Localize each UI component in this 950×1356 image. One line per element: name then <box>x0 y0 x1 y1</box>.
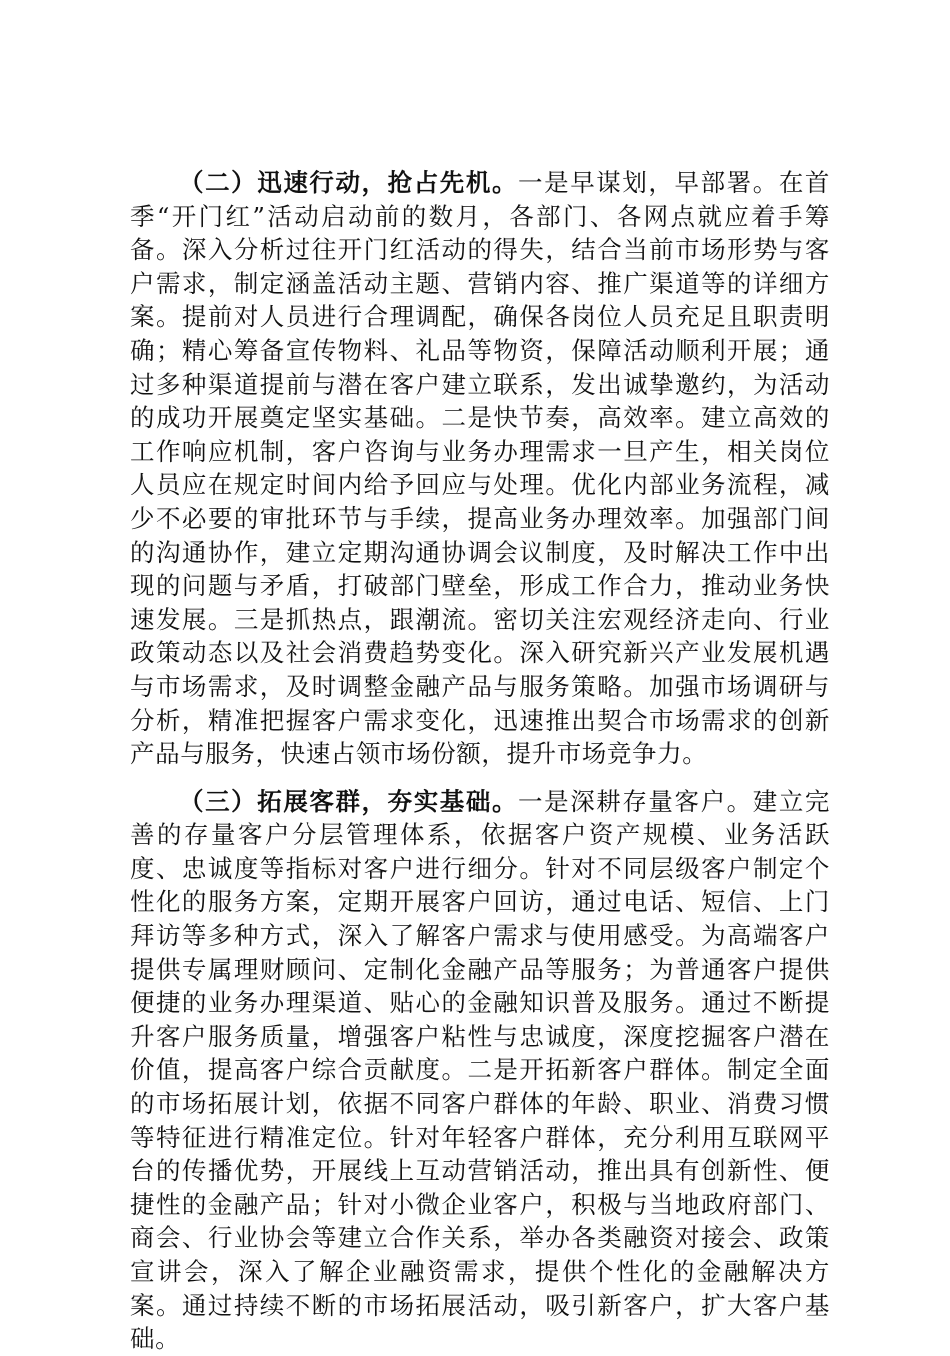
section-three-paragraph <box>130 785 830 1356</box>
document-body <box>130 166 830 1356</box>
section-two-body: 一是早谋划，早部署。在首季“开门红”活动启动前的数月，各部门、各网点就应着手筹备。深入分析过往开门红活动的得失，结合当前市场形势与客户需求，制定涵盖活动主题、营销内容、推广渠道等的详细方案。提前对人员进行合理调配，确保各岗位人员充足且职责明确；精心筹备宣传物料、礼品等物资，保障活动顺利开展；通过多种渠道提前与潜在客户建立联系，发出诚挚邀约，为活动的成功开展奠定坚实基础。二是快节奏，高效率。建立高效的工作响应机制，客户咨询与业务办理需求一旦产生，相关岗位人员应在规定时间内给予回应与处理。优化内部业务流程，减少不必要的审批环节与手续，提高业务办理效率。加强部门间的沟通协作，建立定期沟通协调会议制度，及时解决工作中出现的问题与矛盾，打破部门壁垒，形成工作合力，推动业务快速发展。三是抓热点，跟潮流。密切关注宏观经济走向、行业政策动态以及社会消费趋势变化。深入研究新兴产业发展机遇与市场需求，及时调整金融产品与服务策略。加强市场调研与分析，精准把握客户需求变化，迅速推出契合市场需求的创新产品与服务，快速占领市场份额，提升市场竞争力。 <box>130 168 830 769</box>
section-three-heading: （三）拓展客群，夯实基础。 <box>179 786 519 816</box>
section-two-heading: （二）迅速行动，抢占先机。 <box>179 168 519 197</box>
section-three-body: 一是深耕存量客户。建立完善的存量客户分层管理体系，依据客户资产规模、业务活跃度、忠诚度等指标对客户进行细分。针对不同层级客户制定个性化的服务方案，定期开展客户回访，通过电话、短信、上门拜访等多种方式，深入了解客户需求与使用感受。为高端客户提供专属理财顾问、定制化金融产品等服务；为普通客户提供便捷的业务办理渠道、贴心的金融知识普及服务。通过不断提升客户服务质量，增强客户粘性与忠诚度，深度挖掘客户潜在价值，提高客户综合贡献度。二是开拓新客户群体。制定全面的市场拓展计划，依据不同客户群体的年龄、职业、消费习惯等特征进行精准定位。针对年轻客户群体，充分利用互联网平台的传播优势，开展线上互动营销活动，推出具有创新性、便捷性的金融产品；针对小微企业客户，积极与当地政府部门、商会、行业协会等建立合作关系，举办各类融资对接会、政策宣讲会，深入了解企业融资需求，提供个性化的金融解决方案。通过持续不断的市场拓展活动，吸引新客户，扩大客户基础。 <box>130 786 830 1354</box>
section-two-paragraph <box>130 166 830 771</box>
